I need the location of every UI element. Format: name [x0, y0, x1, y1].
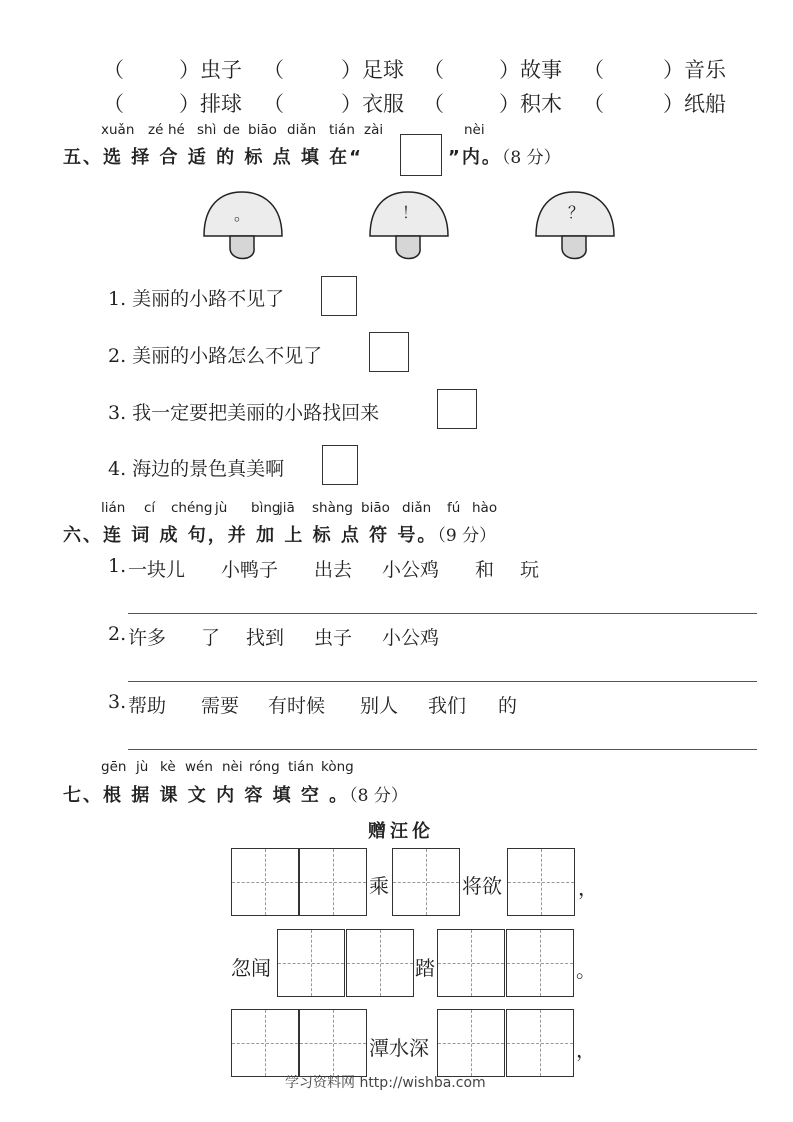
word: 小鸭子: [221, 559, 279, 581]
mushroom-group: [190, 188, 630, 268]
word: 找到: [246, 627, 285, 649]
pinyin: hé: [168, 122, 185, 138]
word: 许多: [128, 627, 167, 649]
sentence-3: 3. 我一定要把美丽的小路找回来: [108, 402, 380, 424]
score: （9 分）: [437, 526, 497, 546]
section5-title: [63, 143, 363, 169]
choice-label: ）足球: [341, 58, 404, 82]
paren: （: [103, 92, 124, 116]
title-part-a: 五、选 择 合 适 的 标 点 填 在“: [63, 147, 363, 168]
pinyin: nèi: [222, 759, 243, 775]
poem-text: 潭水深: [369, 1036, 429, 1060]
mushroom-mark: ！: [401, 203, 419, 222]
pinyin: nèi: [464, 122, 485, 138]
choice-label: ）故事: [499, 58, 562, 82]
pinyin: tián: [288, 759, 314, 775]
title-text: 六、连 词 成 句，并 加 上 标 点 符 号。: [63, 525, 438, 546]
section5-title-end: [448, 143, 561, 169]
choice-label: ）衣服: [341, 92, 404, 116]
paren: （: [423, 92, 444, 116]
answer-box-3[interactable]: [437, 389, 477, 429]
pinyin: cí: [144, 500, 156, 516]
answer-box-2[interactable]: [369, 332, 409, 372]
poem-cell[interactable]: [437, 1009, 505, 1077]
answer-box-4[interactable]: [322, 445, 358, 485]
pinyin: xuǎn: [101, 122, 135, 138]
pinyin: tián: [329, 122, 355, 138]
poem-cell[interactable]: [277, 929, 345, 997]
poem-punct: ，: [578, 876, 598, 900]
poem-cell[interactable]: [506, 1009, 574, 1077]
pinyin: kè: [160, 759, 176, 775]
poem-text: 忽闻: [231, 956, 271, 980]
poem-cell[interactable]: [392, 848, 460, 916]
poem-text: 将欲: [462, 874, 502, 898]
word: 的: [498, 695, 518, 717]
pinyin: shì: [197, 122, 217, 138]
pinyin: lián: [101, 500, 126, 516]
poem-text: 乘: [369, 874, 389, 898]
score: （8 分）: [501, 148, 561, 168]
choice-label: ）虫子: [179, 58, 242, 82]
sentence-4: 4. 海边的景色真美啊: [108, 458, 285, 480]
item-number: 1.: [108, 555, 127, 577]
word: 别人: [360, 695, 399, 717]
paren: （: [423, 58, 444, 82]
poem-cell[interactable]: [231, 1009, 299, 1077]
pinyin: chéng: [171, 500, 213, 516]
pinyin: zài: [364, 122, 384, 138]
poem-cell[interactable]: [231, 848, 299, 916]
word: 玩: [520, 559, 540, 581]
poem-cell[interactable]: [346, 929, 414, 997]
pinyin: jiā: [279, 500, 295, 516]
mushroom-icon-question: [536, 192, 614, 259]
pinyin: diǎn: [402, 500, 432, 516]
pinyin: jù: [215, 500, 228, 516]
word: 和: [475, 559, 495, 581]
word: 有时候: [268, 695, 326, 717]
pinyin: de: [223, 122, 240, 138]
poem-cell[interactable]: [299, 848, 367, 916]
pinyin: kòng: [321, 759, 354, 775]
word: 需要: [201, 695, 240, 717]
poem-title: 赠汪伦: [368, 821, 434, 842]
pinyin: biāo: [361, 500, 390, 516]
paren: （: [583, 92, 604, 116]
score: （8 分）: [349, 786, 408, 806]
word: 帮助: [128, 695, 167, 717]
answer-box-1[interactable]: [321, 276, 357, 316]
pinyin: fú: [447, 500, 461, 516]
mushroom-icon-period: [204, 192, 282, 259]
title-text: 七、根 据 课 文 内 容 填 空 。: [63, 785, 350, 806]
choice-label: ）纸船: [663, 92, 726, 116]
word: 了: [201, 627, 221, 649]
footer-watermark: 学习资料网 http://wishba.com: [285, 1075, 486, 1091]
pinyin: wén: [185, 759, 213, 775]
sentence-1: 1. 美丽的小路不见了: [108, 288, 285, 310]
word: 一块儿: [128, 559, 186, 581]
choice-label: ）排球: [179, 92, 242, 116]
paren: （: [583, 58, 604, 82]
item-number: 3.: [108, 691, 127, 713]
title-part-b: ”内。: [448, 147, 502, 168]
paren: （: [103, 58, 124, 82]
choice-label: ）积木: [499, 92, 562, 116]
mushroom-mark: 。: [233, 205, 251, 224]
pinyin: shàng: [312, 500, 353, 516]
poem-cell[interactable]: [299, 1009, 367, 1077]
word: 虫子: [314, 627, 353, 649]
poem-cell[interactable]: [506, 929, 574, 997]
section7-title: [63, 781, 408, 807]
title-answer-box: [400, 134, 442, 176]
answer-line-1[interactable]: [128, 613, 757, 614]
pinyin: hào: [472, 500, 498, 516]
pinyin: bìng: [251, 500, 281, 516]
pinyin: biāo: [248, 122, 277, 138]
mushroom-mark: ？: [567, 203, 585, 222]
word: 小公鸡: [382, 559, 440, 581]
section6-title: [63, 521, 496, 547]
poem-cell[interactable]: [437, 929, 505, 997]
paren: （: [263, 58, 284, 82]
pinyin: gēn: [101, 759, 127, 775]
pinyin: zé: [148, 122, 164, 138]
choice-label: ）音乐: [663, 58, 726, 82]
answer-line-3[interactable]: [128, 749, 757, 750]
word: 出去: [314, 559, 353, 581]
poem-punct: 。: [576, 958, 596, 982]
item-number: 2.: [108, 623, 127, 645]
mushroom-icon-exclaim: [370, 192, 448, 259]
paren: （: [263, 92, 284, 116]
poem-punct: ，: [576, 1038, 596, 1062]
pinyin: jù: [136, 759, 149, 775]
poem-text: 踏: [415, 956, 435, 980]
pinyin: róng: [249, 759, 280, 775]
word: 小公鸡: [382, 627, 440, 649]
sentence-2: 2. 美丽的小路怎么不见了: [108, 345, 323, 367]
poem-cell[interactable]: [507, 848, 575, 916]
pinyin: diǎn: [287, 122, 317, 138]
answer-line-2[interactable]: [128, 681, 757, 682]
word: 我们: [428, 695, 467, 717]
